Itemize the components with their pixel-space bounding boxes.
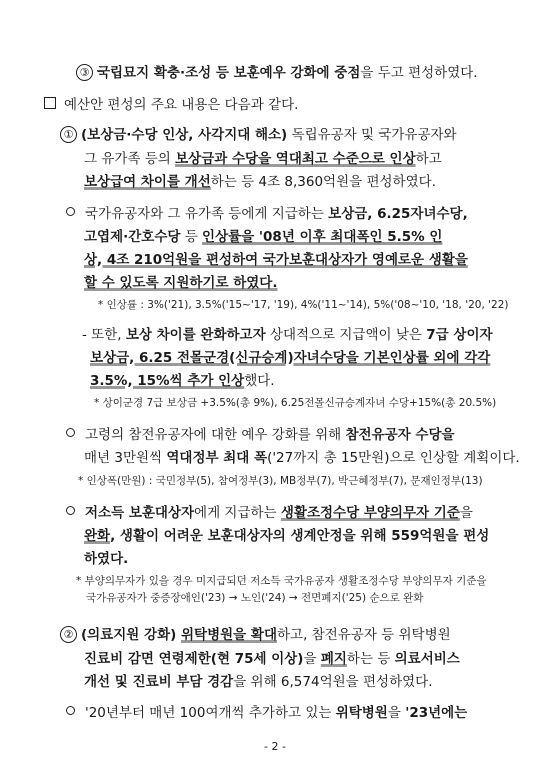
emphasis-text: 저소득 보훈대상자 xyxy=(85,505,195,521)
circled-number-2: ② xyxy=(60,626,77,643)
text-line-6 xyxy=(66,205,468,223)
text-line-20 xyxy=(84,673,432,691)
emphasis-text: 인상률을 '08년 이후 최대폭인 5.5% 인 xyxy=(202,229,443,245)
text-line-11 xyxy=(90,349,490,367)
footnote-3: * 인상폭(만원) : 국민정부(5), 참여정부(3), MB정부(7), 박근혜정부(7), 문재인정부(13) xyxy=(78,475,483,487)
emphasis-text: 할 수 있도록 지원하기로 하였다. xyxy=(84,275,278,291)
emphasis-text: 보상 차이를 완화하고자 xyxy=(125,327,266,343)
text-line-15 xyxy=(66,504,473,522)
body-text: 하고 xyxy=(415,151,442,167)
text-line-2 xyxy=(44,96,298,114)
body-text: 등 xyxy=(180,229,203,245)
emphasis-text: 7급 상이자 xyxy=(426,327,493,343)
body-text: 을 두고 편성하였다. xyxy=(360,65,478,81)
text-line-3 xyxy=(60,126,457,144)
circled-number-1: ① xyxy=(60,126,77,143)
text-line-9 xyxy=(84,274,277,292)
body-text: 에게 지급하는 xyxy=(194,505,281,521)
body-text: '20년부터 매년 100여개씩 추가하고 있는 xyxy=(85,705,336,721)
emphasis-text: '23년에는 xyxy=(405,705,468,721)
body-text: 을 위해 6,574억원을 편성하였다. xyxy=(233,674,433,690)
emphasis-text: 참전유공자 수당을 xyxy=(345,427,455,443)
square-bullet-icon xyxy=(44,97,56,109)
body-text: 을 xyxy=(387,705,406,721)
text-line-19 xyxy=(84,650,460,668)
footnote-4: * 부양의무자가 있을 경우 미지급되던 저소득 국가유공자 생활조정수당 부양의무자 기준을 xyxy=(76,575,487,587)
text-line-12 xyxy=(90,372,275,390)
emphasis-text: 보상금, 6.25 전몰군경(신규승계)자녀수당을 기본인상률 외에 각각 xyxy=(90,350,491,366)
circle-bullet-icon xyxy=(66,428,75,437)
text-line-17 xyxy=(84,550,128,568)
text-line-7 xyxy=(84,228,442,246)
text-line-4 xyxy=(84,150,442,168)
emphasis-text: 고엽제·간호수당 xyxy=(84,229,181,245)
text-line-16 xyxy=(84,527,489,545)
emphasis-text: (현 75세 이상) xyxy=(210,651,304,667)
section-heading: (보상금·수당 인상, 사각지대 해소) xyxy=(81,127,288,143)
page-number: - 2 - xyxy=(264,740,286,753)
body-text: - 또한, xyxy=(82,327,126,343)
body-text: 하는 등 xyxy=(346,651,395,667)
footnote-2: * 상이군경 7급 보상금 +3.5%(총 9%), 6.25전몰신규승계자녀 수당+15%(총 20.5%) xyxy=(94,397,497,409)
body-text: 독립유공자 및 국가유공자와 xyxy=(287,127,457,143)
body-text: 을 xyxy=(459,505,473,521)
body-text: 을 xyxy=(303,651,321,667)
text-line-5 xyxy=(84,173,436,191)
emphasis-text: 생활조정수당 부양의무자 기준 xyxy=(280,505,460,521)
body-text: 하는 등 4조 8,360억원을 편성하였다. xyxy=(210,174,436,190)
body-text: 하고, 참전유공자 등 위탁병원 xyxy=(277,627,451,643)
body-text: 예산안 편성의 주요 내용은 다음과 같다. xyxy=(64,97,299,113)
circle-bullet-icon xyxy=(66,506,75,515)
section-heading: (의료지원 강화) xyxy=(81,627,181,643)
emphasis-text: 위탁병원 xyxy=(335,705,388,721)
circle-bullet-icon xyxy=(66,207,75,216)
body-text: ('27까지 총 15만원)으로 인상할 계획이다. xyxy=(267,450,520,466)
body-text: 상대적으로 지급액이 낮은 xyxy=(265,327,427,343)
emphasis-text: 하였다. xyxy=(84,551,129,567)
circle-bullet-icon xyxy=(66,706,75,715)
text-line-8 xyxy=(84,251,468,269)
circled-number-3: ③ xyxy=(76,64,93,81)
emphasis-text: , 생활이 어려운 보훈대상자의 생계안정을 위해 559억원을 편성 xyxy=(110,528,490,544)
emphasis-text: 국립묘지 확충·조성 등 보훈예우 강화에 중점 xyxy=(97,65,361,81)
emphasis-text: 개선 및 진료비 부담 경감 xyxy=(84,674,234,690)
body-text: 매년 3만원씩 xyxy=(84,450,167,466)
text-line-21 xyxy=(66,704,467,722)
emphasis-text: 위탁병원을 확대 xyxy=(181,627,277,643)
text-line-14 xyxy=(84,449,520,467)
emphasis-text: 보상급여 차이를 개선 xyxy=(84,174,211,190)
emphasis-text: 보상금과 수당을 역대최고 수준으로 인상 xyxy=(175,151,416,167)
emphasis-text: 역대정부 최대 폭 xyxy=(166,450,268,466)
body-text: 국가유공자와 그 유가족 등에게 지급하는 xyxy=(85,206,329,222)
emphasis-text: 3.5%, 15%씩 추가 인상 xyxy=(90,373,245,389)
body-text: 했다. xyxy=(244,373,275,389)
emphasis-text: 상, 4조 210억원을 편성하여 국가보훈대상자가 영예로운 생활을 xyxy=(84,252,468,268)
body-text: 고령의 참전유공자에 대한 예우 강화를 위해 xyxy=(85,427,346,443)
body-text: 그 유가족 등의 xyxy=(84,151,176,167)
text-line-18 xyxy=(60,626,451,644)
text-line-13 xyxy=(66,426,455,444)
emphasis-text: 완화 xyxy=(84,528,111,544)
emphasis-text: 진료비 감면 연령제한 xyxy=(84,651,211,667)
text-line-1 xyxy=(76,64,478,82)
footnote-1: * 인상률 : 3%('21), 3.5%('15~'17, '19), 4%('11~'14), 5%('08~'10, '18, '20, '22) xyxy=(98,299,509,311)
footnote-5: 국가유공자가 중증장애인('23) → 노인('24) → 전면폐지('25) 순으로 완화 xyxy=(86,592,424,604)
emphasis-text: 의료서비스 xyxy=(394,651,460,667)
text-line-10 xyxy=(82,326,493,344)
emphasis-text: 폐지 xyxy=(320,651,347,667)
emphasis-text: 보상금, 6.25자녀수당, xyxy=(328,206,468,222)
